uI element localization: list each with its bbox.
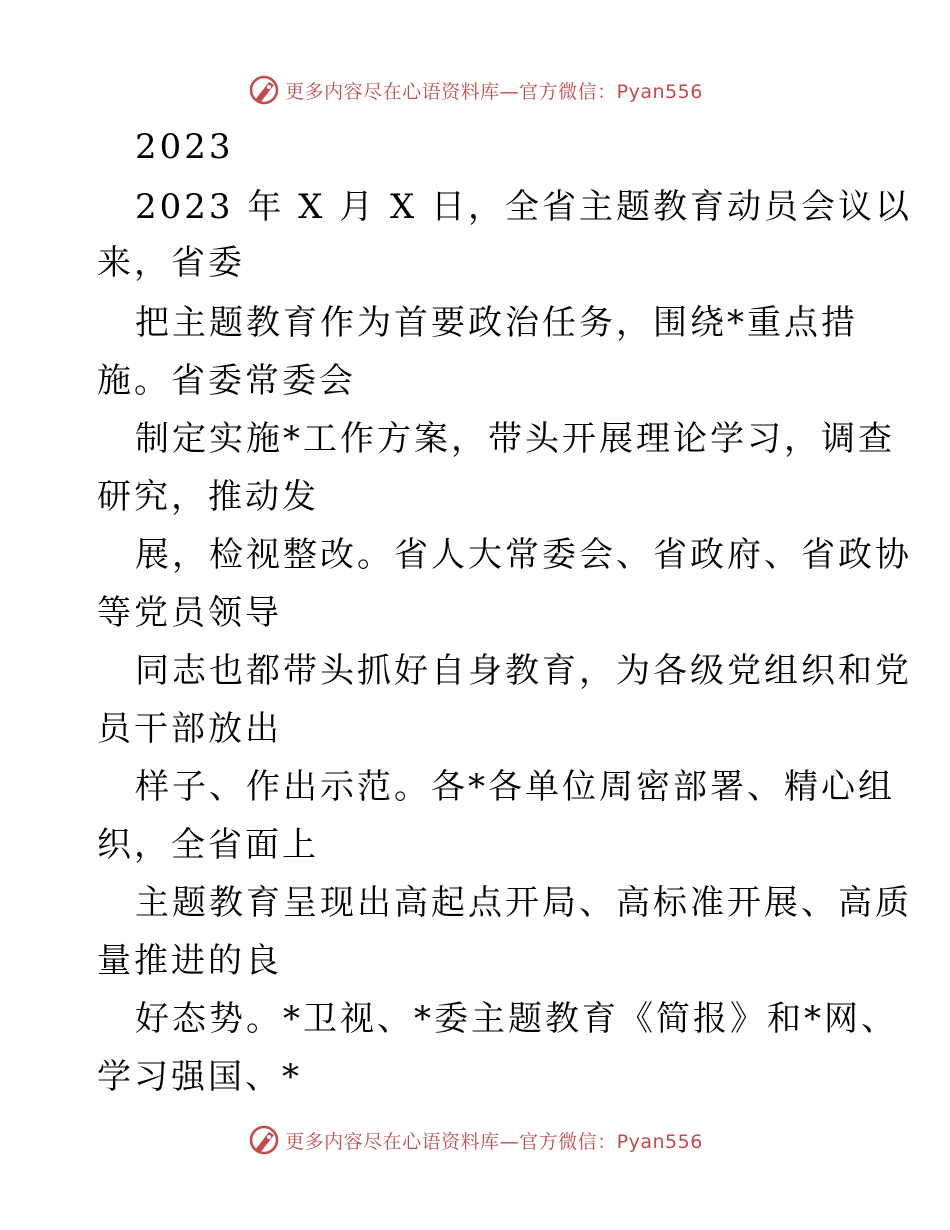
- text-line: 研究，推动发: [97, 477, 319, 517]
- text-line: 2023: [135, 127, 234, 167]
- text-line: 展，检视整改。省人大常委会、省政府、省政协: [135, 535, 912, 575]
- text-line: 量推进的良: [97, 941, 282, 981]
- text-line: 主题教育呈现出高起点开局、高标准开展、高质: [135, 883, 912, 923]
- footer-banner: [0, 1120, 950, 1160]
- text-line: 学习强国、*: [97, 1057, 302, 1097]
- footer-banner-text: 更多内容尽在心语资料库—官方微信：Pyan556: [285, 1130, 703, 1153]
- text-line: 施。省委常委会: [97, 361, 356, 401]
- header-banner-text: 更多内容尽在心语资料库—官方微信：Pyan556: [285, 80, 703, 103]
- text-line: 样子、作出示范。各*各单位周密部署、精心组: [135, 767, 895, 807]
- text-line: 好态势。*卫视、*委主题教育《简报》和*网、: [135, 999, 898, 1039]
- header-banner: [0, 70, 950, 110]
- text-line: 来，省委: [97, 243, 245, 283]
- text-line: 同志也都带头抓好自身教育，为各级党组织和党: [135, 651, 912, 691]
- pen-nib-logo-icon: [247, 73, 281, 107]
- text-line: 等党员领导: [97, 593, 282, 633]
- text-line: 织，全省面上: [97, 825, 319, 865]
- text-line: 员干部放出: [97, 709, 282, 749]
- pen-nib-logo-icon: [247, 1123, 281, 1157]
- text-line: 制定实施*工作方案，带头开展理论学习，调查: [135, 419, 895, 459]
- text-line: 把主题教育作为首要政治任务，围绕*重点措: [135, 303, 858, 343]
- text-line: 2023 年 X 月 X 日，全省主题教育动员会议以: [135, 187, 912, 227]
